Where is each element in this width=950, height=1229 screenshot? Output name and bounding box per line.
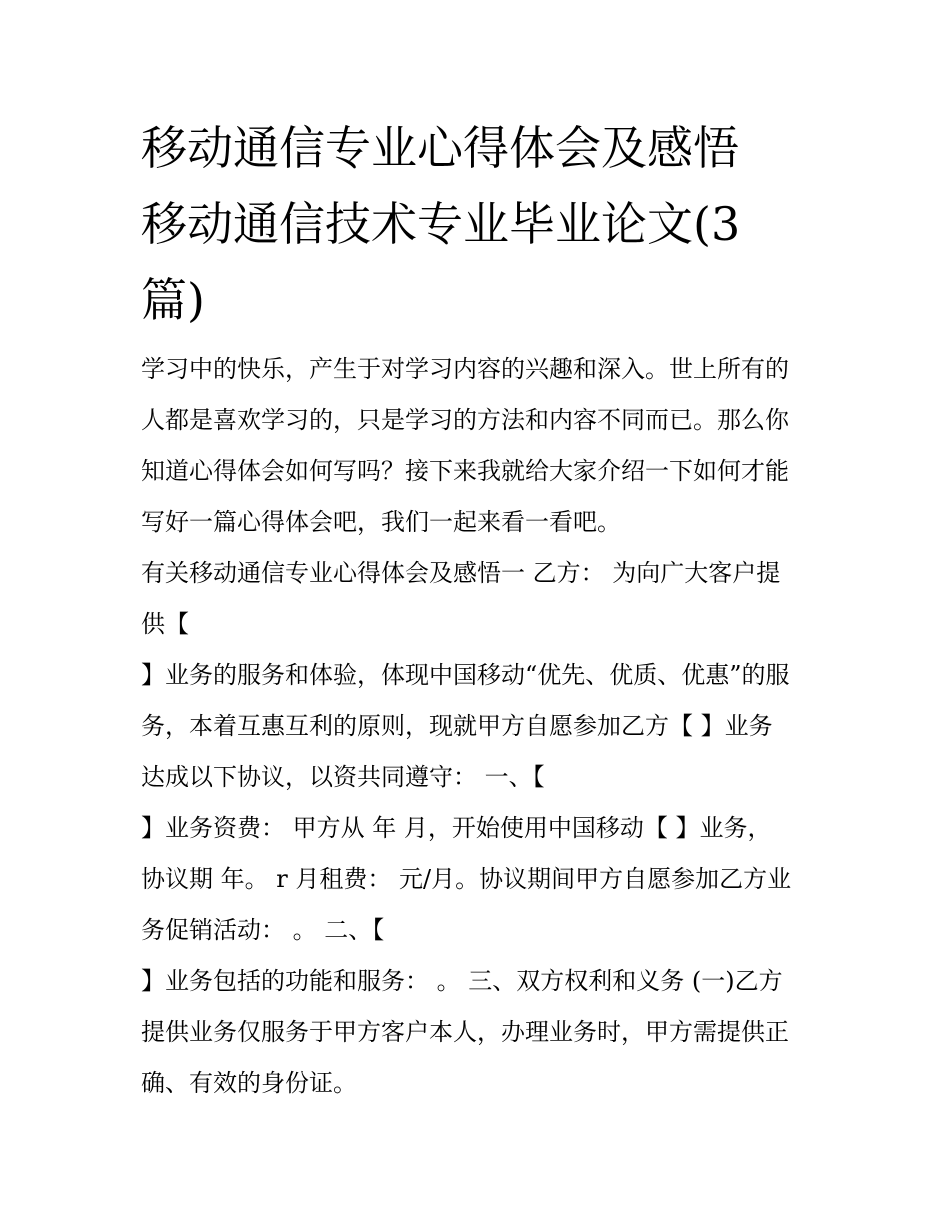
body-line: 】业务资费： 甲方从 年 月，开始使用中国移动【 】业务， [141, 814, 772, 842]
body-line: 有关移动通信专业心得体会及感悟一 乙方： 为向广大客户提 [141, 559, 781, 587]
body-line: 供【 [141, 610, 189, 638]
body-line: 协议期 年。 r 月租费： 元/月。协议期间甲方自愿参加乙方业 [141, 865, 792, 893]
document-body [141, 344, 821, 1109]
body-line: 达成以下协议，以资共同遵守： 一、【 [141, 763, 545, 791]
body-line: 务，本着互惠互利的原则，现就甲方自愿参加乙方【 】业务 [141, 712, 773, 740]
body-line: 务促销活动： 。 二、【 [141, 916, 385, 944]
body-line: 】业务包括的功能和服务： 。 三、双方权利和义务 (一)乙方 [141, 967, 783, 995]
title-line: 篇) [141, 273, 205, 327]
title-line: 移动通信技术专业毕业论文(3 [141, 197, 741, 251]
body-line: 确、有效的身份证。 [141, 1069, 357, 1097]
body-line: 知道心得体会如何写吗？接下来我就给大家介绍一下如何才能 [141, 457, 789, 485]
document-title [141, 110, 821, 338]
body-line: 提供业务仅服务于甲方客户本人，办理业务时，甲方需提供正 [141, 1018, 789, 1046]
title-line: 移动通信专业心得体会及感悟 [141, 121, 739, 175]
body-line: 学习中的快乐，产生于对学习内容的兴趣和深入。世上所有的 [141, 355, 789, 383]
body-line: 】业务的服务和体验，体现中国移动“优先、优质、优惠”的服 [141, 661, 790, 689]
body-line: 写好一篇心得体会吧，我们一起来看一看吧。 [141, 508, 621, 536]
body-line: 人都是喜欢学习的，只是学习的方法和内容不同而已。那么你 [141, 406, 789, 434]
document-page [141, 110, 821, 1109]
